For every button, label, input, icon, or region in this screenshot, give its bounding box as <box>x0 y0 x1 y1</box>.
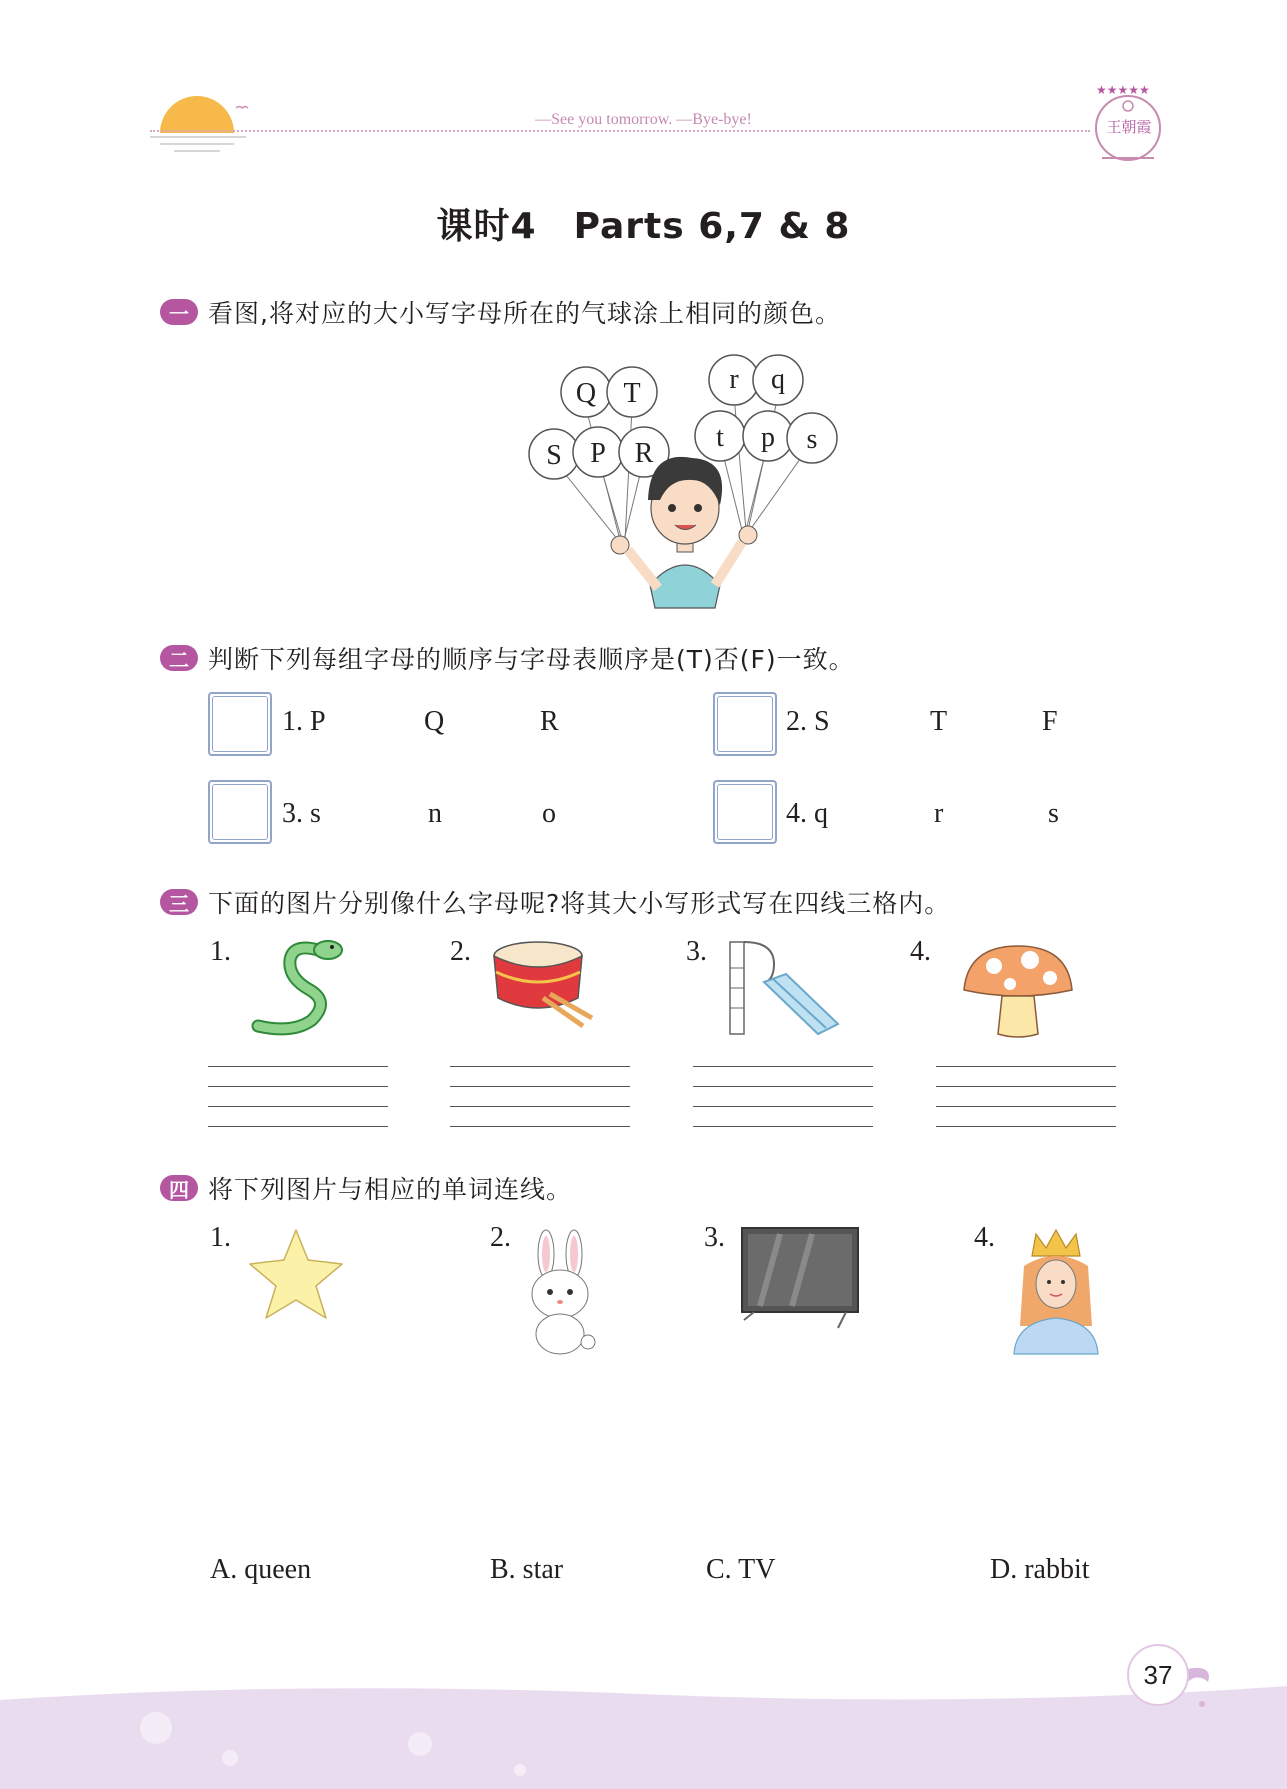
svg-text:★★★★★: ★★★★★ <box>1096 83 1150 97</box>
letter-group-label: 3. s <box>282 798 321 829</box>
section4-heading <box>160 1170 572 1206</box>
balloon-letter: P <box>590 438 606 469</box>
letter-group-label: 1. P <box>282 706 326 737</box>
writing-lines[interactable] <box>936 1066 1116 1130</box>
balloon-letter: T <box>623 378 641 409</box>
writing-lines[interactable] <box>208 1066 388 1130</box>
letter: T <box>930 706 948 737</box>
section-instruction: 看图,将对应的大小写字母所在的气球涂上相同的颜色。 <box>208 299 841 328</box>
item-number: 4. <box>910 936 931 967</box>
queen-icon[interactable] <box>1006 1226 1106 1356</box>
page-number-badge <box>1127 1644 1189 1706</box>
word-option-a[interactable]: A. queen <box>210 1554 312 1585</box>
section3-heading <box>160 884 950 920</box>
item-number: 2. <box>450 936 471 967</box>
balloon-letter: Q <box>575 378 597 409</box>
item-number: 1. <box>210 936 231 967</box>
answer-box-2[interactable] <box>713 692 777 756</box>
item-number: 3. <box>686 936 707 967</box>
balloon-letter: r <box>729 364 739 395</box>
balloon-letter: S <box>546 440 562 471</box>
page-number: 37 <box>1143 1659 1173 1690</box>
letter-group-label: 4. q <box>786 798 828 829</box>
answer-box-1[interactable] <box>208 692 272 756</box>
item-number: 1. <box>210 1222 231 1253</box>
answer-box-3[interactable] <box>208 780 272 844</box>
letter: o <box>542 798 556 829</box>
balloon-letter: R <box>634 438 654 469</box>
section-badge: 二 <box>160 645 198 671</box>
section-instruction: 判断下列每组字母的顺序与字母表顺序是(T)否(F)一致。 <box>208 645 855 674</box>
letter: s <box>1048 798 1059 829</box>
header-divider <box>150 130 1090 132</box>
word-option-b[interactable]: B. star <box>490 1554 564 1585</box>
section-instruction: 下面的图片分别像什么字母呢?将其大小写形式写在四线三格内。 <box>208 889 951 918</box>
snake-icon <box>248 938 348 1038</box>
letter: F <box>1042 706 1058 737</box>
slide-icon <box>726 938 846 1038</box>
balloon-letter: t <box>716 422 724 453</box>
balloon-letter: s <box>806 424 818 455</box>
mushroom-icon <box>958 942 1078 1042</box>
footer-wave <box>0 1680 1287 1789</box>
logo-text: 王朝霞 <box>1106 118 1152 136</box>
rabbit-icon[interactable] <box>518 1228 604 1358</box>
tv-icon[interactable] <box>740 1224 860 1334</box>
section2-heading <box>160 640 855 676</box>
writing-lines[interactable] <box>693 1066 873 1130</box>
boy-with-balloons-illustration <box>520 340 850 610</box>
header-motto: —See you tomorrow. —Bye-bye! <box>535 111 752 128</box>
item-number: 3. <box>704 1222 725 1253</box>
lesson-title: 课时4 Parts 6,7 & 8 <box>436 206 851 247</box>
letter: Q <box>424 706 445 737</box>
drum-icon <box>488 938 598 1038</box>
letter: n <box>428 798 442 829</box>
section-badge: 一 <box>160 299 198 325</box>
section-badge: 三 <box>160 889 198 915</box>
item-number: 4. <box>974 1222 995 1253</box>
word-option-d[interactable]: D. rabbit <box>990 1554 1090 1585</box>
letter: R <box>540 706 559 737</box>
section-instruction: 将下列图片与相应的单词连线。 <box>208 1175 573 1204</box>
section-badge: 四 <box>160 1175 198 1201</box>
answer-box-4[interactable] <box>713 780 777 844</box>
writing-lines[interactable] <box>450 1066 630 1130</box>
letter-group-label: 2. S <box>786 706 830 737</box>
boy-icon <box>611 457 757 608</box>
balloon-letter: q <box>771 364 785 395</box>
balloon-letter: p <box>761 422 775 453</box>
item-number: 2. <box>490 1222 511 1253</box>
star-icon[interactable] <box>246 1226 346 1322</box>
word-option-c[interactable]: C. TV <box>706 1554 776 1585</box>
section1-heading <box>160 294 841 330</box>
letter: r <box>934 798 944 829</box>
